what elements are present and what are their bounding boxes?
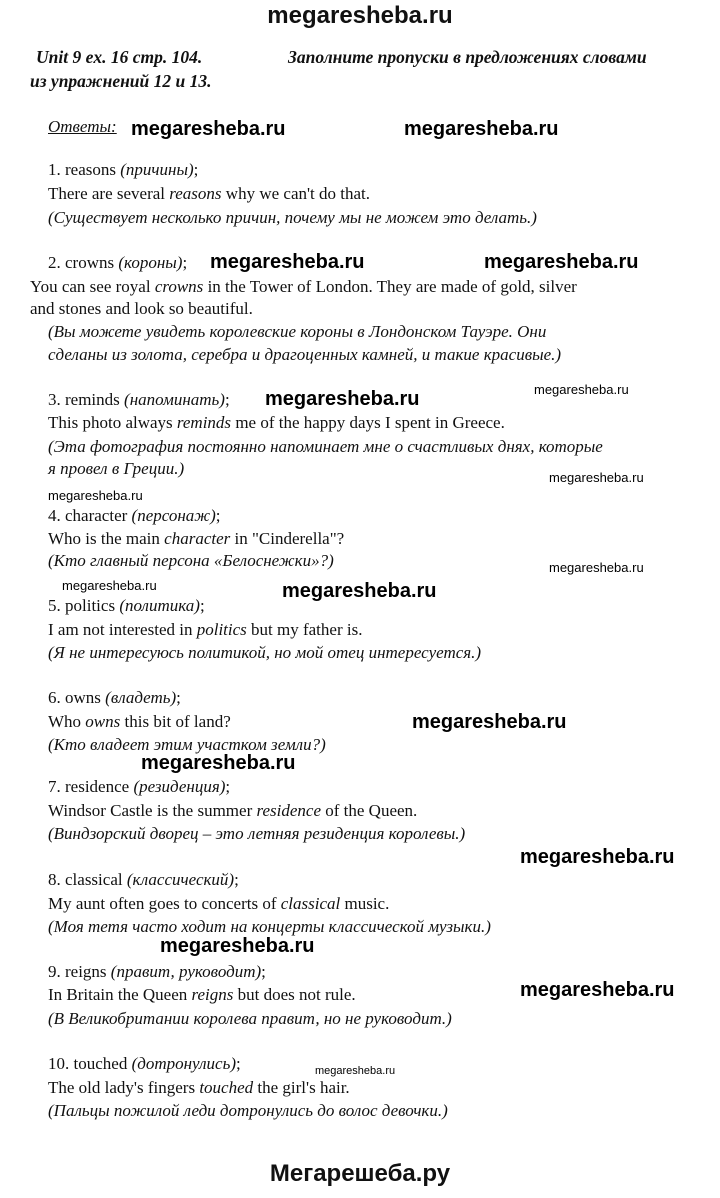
item-9-word: 9. reigns (правит, руководит); [48,962,266,981]
item-5-word: 5. politics (политика); [48,596,205,615]
watermark: megaresheba.ru [549,560,644,575]
item-10-russian: (Пальцы пожилой леди дотронулись до волос девочки.) [48,1101,448,1120]
item-2-russian-line-2: сделаны из золота, серебра и драгоценных камней, и такие красивые.) [48,345,562,364]
item-6-word: 6. owns (владеть); [48,688,181,707]
watermark: megaresheba.ru [282,580,437,602]
item-10-english: The old lady's fingers touched the girl's hair. [48,1078,350,1097]
item-1-english: There are several reasons why we can't do that. [48,184,371,203]
item-3-russian: (Эта фотография постоянно напоминает мне о счастливых днях, которые [48,437,603,456]
watermark: megaresheba.ru [210,251,365,273]
item-9-russian: (В Великобритании королева правит, но не руководит.) [48,1009,452,1028]
watermark: megaresheba.ru [412,711,567,733]
site-footer: Мегарешеба.ру [269,1160,451,1187]
item-3-word: 3. reminds (напоминать); [48,390,230,409]
item-7-word: 7. residence (резиденция); [48,777,231,796]
item-7-russian: (Виндзорский дворец – это летняя резиденция королевы.) [48,824,466,843]
item-1-word: 1. reasons (причины); [48,160,199,179]
item-7-english: Windsor Castle is the summer residence of the Queen. [48,801,418,820]
item-2-russian: (Вы можете увидеть королевские короны в Лондонском Тауэре. Они [48,322,547,341]
item-3-english: This photo always reminds me of the happy days I spent in Greece. [48,413,505,432]
watermark: megaresheba.ru [62,578,157,593]
watermark: megaresheba.ru [404,118,559,140]
task-instruction-line-2: из упражнений 12 и 13. [30,71,212,91]
item-1-russian: (Существует несколько причин, почему мы не можем это делать.) [48,208,537,227]
item-8-word: 8. classical (классический); [48,870,239,889]
item-5-english: I am not interested in politics but my father is. [48,620,363,639]
watermark: megaresheba.ru [160,935,315,957]
item-6-english: Who owns this bit of land? [48,712,231,731]
item-2-english: You can see royal crowns in the Tower of London. They are made of gold, silver [30,277,577,296]
watermark: megaresheba.ru [315,1065,396,1077]
item-6-russian: (Кто владеет этим участком земли?) [48,735,326,754]
site-header: megaresheba.ru [267,2,453,29]
answers-label: Ответы: [48,117,117,136]
item-5-russian: (Я не интересуюсь политикой, но мой отец интересуется.) [48,643,482,662]
watermark: megaresheba.ru [48,488,143,503]
item-2-english-line-2: and stones and look so beautiful. [30,299,253,318]
task-instruction-line-1: Заполните пропуски в предложениях словами [288,47,647,67]
item-3-russian-line-2: я провел в Греции.) [48,459,185,478]
item-4-english: Who is the main character in "Cinderella"? [48,529,345,548]
watermark: megaresheba.ru [534,382,629,397]
item-4-russian: (Кто главный персона «Белоснежки»?) [48,551,334,570]
item-10-word: 10. touched (дотронулись); [48,1054,241,1073]
watermark: megaresheba.ru [141,752,296,774]
task-unit: Unit 9 ex. 16 стр. 104. [36,47,203,67]
watermark: megaresheba.ru [549,470,644,485]
item-8-english: My aunt often goes to concerts of classical music. [48,894,390,913]
item-8-russian: (Моя тетя часто ходит на концерты классической музыки.) [48,917,491,936]
watermark: megaresheba.ru [265,388,420,410]
watermark: megaresheba.ru [520,846,675,868]
item-4-word: 4. character (персонаж); [48,506,221,525]
watermark: megaresheba.ru [520,979,675,1001]
item-2-word: 2. crowns (короны); [48,253,188,272]
item-9-english: In Britain the Queen reigns but does not rule. [48,985,356,1004]
watermark: megaresheba.ru [131,118,286,140]
watermark: megaresheba.ru [484,251,639,273]
